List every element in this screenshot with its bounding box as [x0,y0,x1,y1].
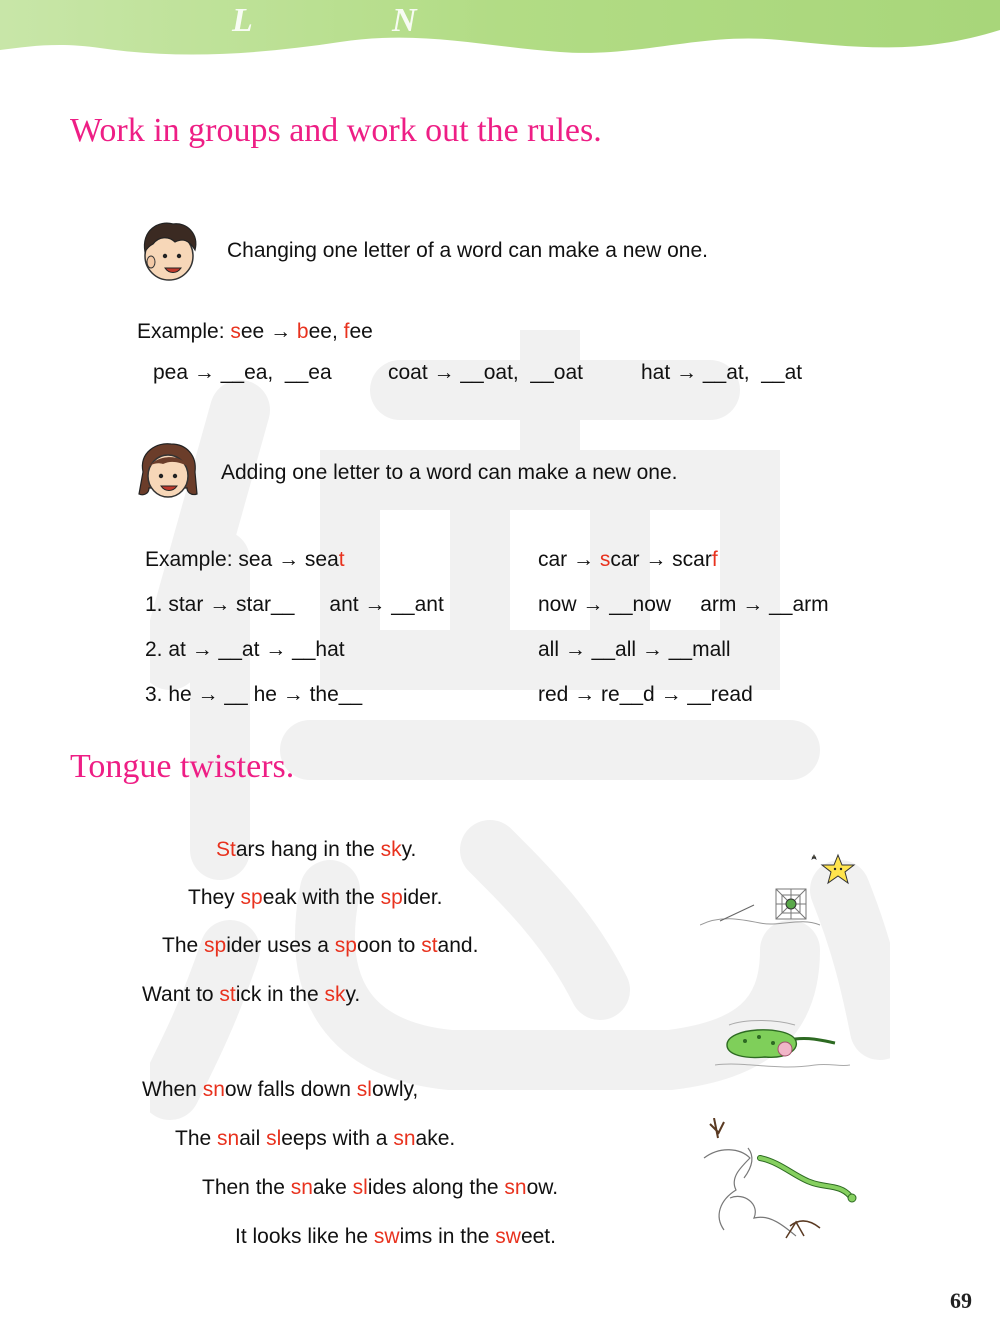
highlighted-letters: sn [290,1176,313,1199]
rule2-row [135,442,677,504]
text-segment: ake [312,1176,353,1199]
highlighted-letters: sp [204,934,227,957]
text-segment: ee, [308,320,344,343]
highlighted-letters: f [711,548,718,571]
text-segment: ars hang in the [235,838,381,861]
text-segment: car → [538,548,600,571]
rule1-exercise: hat → __at, __at [641,361,803,384]
twister-line [175,1127,455,1151]
rule2-text: Adding one letter to a word can make a new one. [221,461,678,484]
highlighted-letters: sn [202,1078,225,1101]
rule1-exercise: pea → __ea, __ea [153,361,332,384]
highlighted-letters: sl [266,1127,282,1150]
highlighted-letters: sk [380,838,402,861]
highlighted-letters: sl [356,1078,372,1101]
rule2-left-example [145,548,345,572]
highlighted-letters: sl [352,1176,368,1199]
text-segment: car → scar [610,548,712,571]
highlighted-letters: sp [380,886,403,909]
text-segment: ims in the [399,1225,496,1248]
highlighted-letters: sw [495,1225,521,1248]
text-segment: ee → [240,320,297,343]
text-segment: and. [437,934,479,957]
text-segment: Then the [202,1176,291,1199]
rule2-left-item: 3. he → __ he → the__ [145,683,363,706]
highlighted-letters: sk [324,983,346,1006]
highlighted-letters: t [338,548,345,571]
twister-line [216,838,416,862]
snake-snow-illustration [700,1118,860,1243]
highlighted-letters: sn [217,1127,240,1150]
rule2-right-item: red → re__d → __read [538,683,753,706]
rule2-left-item: 2. at → __at → __hat [145,638,345,661]
text-segment: ee [349,320,373,343]
text-segment: eak with the [262,886,381,909]
top-banner [0,0,1000,80]
text-segment: It looks like he [235,1225,374,1248]
text-segment: Want to [142,983,220,1006]
text-segment: ake. [415,1127,456,1150]
text-segment: Example: [137,320,231,343]
rule2-right-item: now → __now arm → __arm [538,593,829,616]
highlighted-letters: sn [504,1176,527,1199]
banner-letter: N [392,2,417,39]
twister-line [188,886,443,910]
rule1-exercise: coat → __oat, __oat [388,361,583,384]
rule1-text: Changing one letter of a word can make a new one. [227,239,708,262]
highlighted-letters: sp [334,934,357,957]
snake-curled-illustration [715,1015,850,1075]
text-segment: owly, [371,1078,419,1101]
highlighted-letters: sp [240,886,263,909]
text-segment: eet. [520,1225,556,1248]
rule2-left-item: 1. star → star__ ant → __ant [145,593,444,616]
girl-avatar-icon [135,442,201,504]
highlighted-letters: s [230,320,241,343]
banner-wave [0,0,1000,80]
page-number: 69 [950,1288,972,1313]
boy-avatar-icon [135,218,205,284]
rule1-row [135,218,708,284]
section-heading-tongue-twisters: Tongue twisters. [70,748,295,785]
star-spider-illustration [700,845,860,945]
twister-line [162,934,478,958]
text-segment: They [188,886,241,909]
text-segment: ail [239,1127,267,1150]
highlighted-letters: f [343,320,350,343]
highlighted-letters: st [219,983,236,1006]
highlighted-letters: b [296,320,309,343]
text-segment: y. [345,983,361,1006]
highlighted-letters: St [216,838,236,861]
highlighted-letters: sw [373,1225,400,1248]
twister-line [142,983,360,1007]
text-segment: y. [401,838,417,861]
highlighted-letters: sn [393,1127,416,1150]
twister-line [142,1078,418,1102]
text-segment: The [162,934,205,957]
rule2-right-example [538,548,718,572]
section-heading-rules: Work in groups and work out the rules. [70,112,602,149]
highlighted-letters: s [599,548,611,571]
text-segment: ow falls down [224,1078,357,1101]
highlighted-letters: st [421,934,438,957]
twister-line [235,1225,556,1249]
text-segment: oon to [356,934,422,957]
text-segment: ider. [402,886,443,909]
text-segment: ider uses a [226,934,335,957]
text-segment: When [142,1078,203,1101]
twister-line [202,1176,558,1200]
text-segment: The [175,1127,218,1150]
text-segment: ick in the [235,983,325,1006]
text-segment: ow. [526,1176,559,1199]
rule1-example [137,320,373,344]
text-segment: eeps with a [281,1127,394,1150]
text-segment: ides along the [367,1176,505,1199]
text-segment: Example: sea → sea [145,548,339,571]
banner-letter: L [232,2,253,39]
rule2-right-item: all → __all → __mall [538,638,731,661]
